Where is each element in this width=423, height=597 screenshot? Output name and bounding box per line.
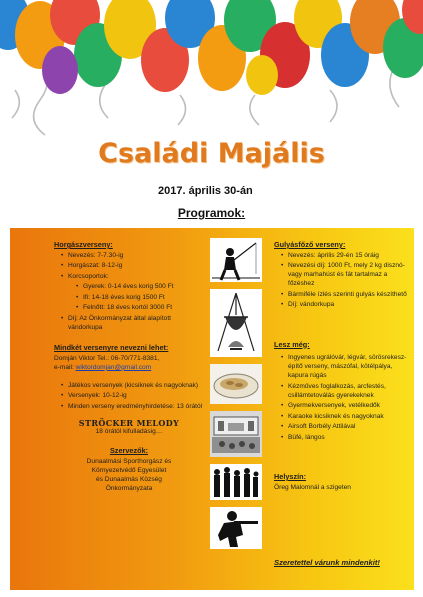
left-column bbox=[54, 240, 204, 494]
crowd-icon bbox=[210, 464, 262, 500]
poster-title: Családi Majális bbox=[98, 138, 325, 169]
organizer-line: Dunaalmási Sporthorgász és bbox=[86, 458, 172, 466]
email-line bbox=[54, 364, 204, 373]
food-icon bbox=[210, 364, 262, 404]
organizer-line: és Dunaalmás Község bbox=[96, 475, 162, 483]
programs-heading: Programok: bbox=[177, 206, 246, 220]
band-name: STRÖCKER MELODY bbox=[78, 417, 180, 428]
organizers-block bbox=[54, 446, 204, 493]
closing-text: Szeretettel várunk mindenkit! bbox=[274, 558, 380, 567]
photo-column bbox=[210, 238, 268, 556]
stage-icon bbox=[210, 411, 262, 457]
list-item: • Ingyenes ugrálóvár, légvár, sörösrekesz-építő verseny, mászófal, kötélpálya, kapura rúgás bbox=[281, 354, 414, 381]
list-item: • Díj: vándorkupa bbox=[281, 301, 414, 310]
goulash-heading: Gulyásfőző verseny: bbox=[274, 240, 346, 249]
list-item: • Büfé, lángos bbox=[281, 434, 414, 443]
fisherman-icon bbox=[210, 238, 262, 282]
program-panel bbox=[10, 228, 414, 590]
organizer-line: Önkormányzata bbox=[105, 484, 153, 492]
airsoft-soldier-icon bbox=[210, 507, 262, 549]
organizers-heading: Szervezők: bbox=[109, 446, 149, 456]
list-item: • Minden verseny eredményhirdetése: 13 órától bbox=[61, 403, 204, 412]
list-item: • Horgászat: 8-12-ig bbox=[61, 262, 204, 271]
cauldron-icon bbox=[210, 289, 262, 357]
email-link[interactable]: wiktordomjan@gmail.com bbox=[75, 363, 152, 371]
organizer-line: Környezetvédő Egyesület bbox=[91, 467, 167, 475]
list-item: • Ifi: 14-18 éves korig 1500 Ft bbox=[76, 294, 204, 303]
extras-list bbox=[274, 354, 414, 442]
event-date: 2017. április 30-án bbox=[158, 185, 253, 197]
band-note: 18 órától kifulladásig… bbox=[95, 428, 163, 436]
registration-heading: Mindkét versenyre nevezni lehet: bbox=[54, 343, 169, 353]
fishing-heading: Horgászverseny: bbox=[54, 240, 113, 249]
age-groups-list bbox=[68, 283, 204, 313]
list-item: • Kézműves foglalkozás, arcfestés, csillámtetoválás gyerekeknek bbox=[281, 383, 414, 401]
list-item: • Felnőtt: 18 éves kortól 3000 Ft bbox=[76, 304, 204, 313]
fishing-list bbox=[54, 252, 204, 333]
list-item: • Bármiféle ízlés szerinti gulyás készíthető bbox=[281, 291, 414, 300]
list-item: • Gyerek: 0-14 éves korig 500 Ft bbox=[76, 283, 204, 292]
list-item: • Gyermekversenyek, vetélkedők bbox=[281, 402, 414, 411]
extras-heading: Lesz még: bbox=[274, 339, 310, 349]
list-item: • Airsoft Borbély Attilával bbox=[281, 423, 414, 432]
venue-value: Öreg Malomnál a szigeten bbox=[274, 483, 351, 491]
list-item: • Nevezés: 7-7.30-ig bbox=[61, 252, 204, 261]
contact-line: Domján Viktor Tel.: 06-70/771-8381, bbox=[54, 354, 160, 362]
list-item: • Játékos versenyek (kicsiknek és nagyoknak) bbox=[61, 382, 204, 391]
list-item: • Díj: Az Önkormányzat által alapított vándorkupa bbox=[61, 315, 204, 333]
list-item: • Nevezési díj: 1000 Ft, mely 2 kg disznó- vagy marhahúst és fát tartalmaz a főzéshez bbox=[281, 262, 414, 289]
list-item bbox=[61, 273, 204, 313]
email-prefix: e-mail: bbox=[54, 363, 76, 371]
games-list bbox=[54, 382, 204, 412]
age-groups-label: Korcsoportok: bbox=[68, 272, 109, 280]
balloons-decoration bbox=[0, 0, 423, 140]
list-item: • Nevezés: április 29-én 15 óráig bbox=[281, 252, 414, 261]
right-column bbox=[274, 240, 414, 493]
venue-heading: Helyszín: bbox=[274, 471, 307, 481]
list-item: • Versenyek: 10-12-ig bbox=[61, 392, 204, 401]
list-item: • Karaoke kicsiknek és nagyoknak bbox=[281, 413, 414, 422]
goulash-list bbox=[274, 252, 414, 310]
